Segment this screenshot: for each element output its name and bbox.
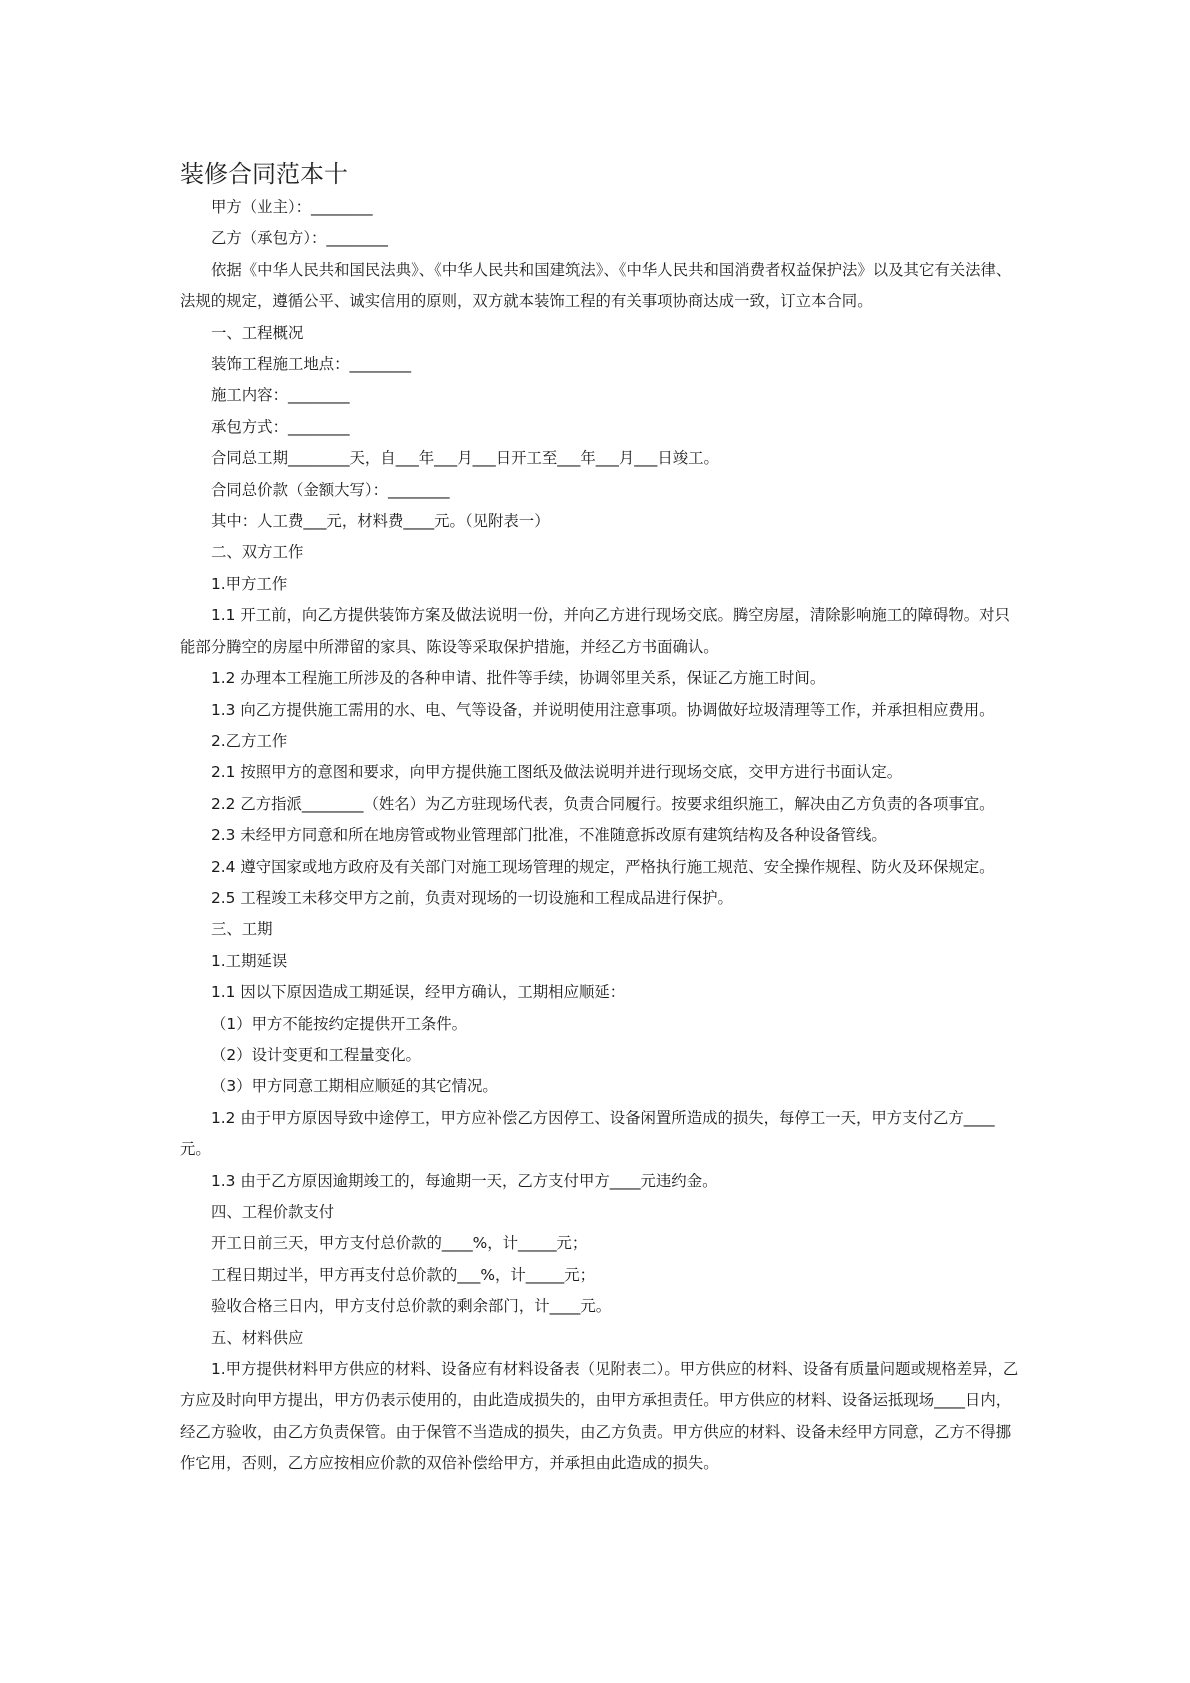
paragraph: 一、工程概况 [211,323,304,342]
paragraph: 二、双方工作 [211,543,304,562]
paragraph: 甲方（业主）：________ [211,198,373,216]
paragraph-list [180,192,1020,1480]
paragraph: （3）甲方同意工期相应顺延的其它情况。 [211,1077,498,1096]
document-body [180,156,1020,1480]
paragraph: 2.5 工程竣工未移交甲方之前，负责对现场的一切设施和工程成品进行保护。 [211,888,733,907]
paragraph: 工程日期过半，甲方再支付总价款的___%，计_____元； [211,1265,595,1284]
paragraph: （2）设计变更和工程量变化。 [211,1045,421,1064]
paragraph: 1.2 由于甲方原因导致中途停工，甲方应补偿乙方因停工、设备闲置所造成的损失，每停工一天，甲方支付乙方____元。 [180,1108,995,1159]
paragraph: 施工内容：________ [211,386,350,405]
paragraph: 其中：人工费___元，材料费____元。（见附表一） [211,512,550,531]
paragraph: 1.工期延误 [211,951,288,970]
paragraph: 1.1 因以下原因造成工期延误，经甲方确认，工期相应顺延： [211,983,626,1002]
paragraph: 装饰工程施工地点：________ [211,355,412,374]
paragraph: 验收合格三日内，甲方支付总价款的剩余部门，计____元。 [211,1297,612,1316]
paragraph: 1.3 向乙方提供施工需用的水、电、气等设备，并说明使用注意事项。协调做好垃圾清理等工作，并承担相应费用。 [211,700,995,719]
paragraph: 开工日前三天，甲方支付总价款的____%，计_____元； [211,1234,588,1253]
document-title: 装修合同范本十 [180,160,348,188]
paragraph: 五、材料供应 [211,1328,304,1347]
paragraph: 2.3 未经甲方同意和所在地房管或物业管理部门批准，不准随意拆改原有建筑结构及各种设备管线。 [211,826,887,845]
paragraph: 合同总价款（金额大写）：________ [211,480,450,499]
paragraph: 2.2 乙方指派________（姓名）为乙方驻现场代表，负责合同履行。按要求组织施工，解决由乙方负责的各项事宜。 [211,794,995,813]
paragraph: 三、工期 [211,920,273,939]
paragraph: 1.甲方工作 [211,574,288,593]
paragraph: 2.1 按照甲方的意图和要求，向甲方提供施工图纸及做法说明并进行现场交底，交甲方进行书面认定。 [211,763,903,782]
paragraph: 1.2 办理本工程施工所涉及的各种申请、批件等手续，协调邻里关系，保证乙方施工时间。 [211,669,826,688]
paragraph: 合同总工期________天，自___年___月___日开工至___年___月___日竣工。 [211,449,719,468]
paragraph: （1）甲方不能按约定提供开工条件。 [211,1014,468,1033]
paragraph: 1.1 开工前，向乙方提供装饰方案及做法说明一份，并向乙方进行现场交底。腾空房屋，清除影响施工的障碍物。对只能部分腾空的房屋中所滞留的家具、陈设等采取保护措施，并经乙方书面确认。 [180,606,1010,656]
paragraph: 乙方（承包方）：________ [211,229,388,248]
paragraph: 四、工程价款支付 [211,1203,335,1221]
paragraph: 依据《中华人民共和国民法典》、《中华人民共和国建筑法》、《中华人民共和国消费者权益保护法》以及其它有关法律、法规的规定，遵循公平、诚实信用的原则，双方就本装饰工程的有关事项协商达成一致，订立本合同。 [180,260,1012,311]
paragraph: 1.甲方提供材料甲方供应的材料、设备应有材料设备表（见附表二）。甲方供应的材料、设备有质量问题或规格差异，乙方应及时向甲方提出，甲方仍表示使用的，由此造成损失的，由甲方承担责任。甲方供应的材料、设备运抵现场____日内，经乙方验收，由乙方负责保管。由于保管不当造成的损失，由乙方负责。甲方供应的材料、设备未经甲方同意，乙方不得挪作它用，否则，乙方应按相应价款的双倍补偿给甲方，并承担由此造成的损失。 [180,1360,1019,1473]
paragraph: 承包方式：________ [211,417,350,436]
paragraph: 1.3 由于乙方原因逾期竣工的，每逾期一天，乙方支付甲方____元违约金。 [211,1171,718,1190]
paragraph: 2.乙方工作 [211,731,288,750]
paragraph: 2.4 遵守国家或地方政府及有关部门对施工现场管理的规定，严格执行施工规范、安全操作规程、防火及环保规定。 [211,857,995,876]
